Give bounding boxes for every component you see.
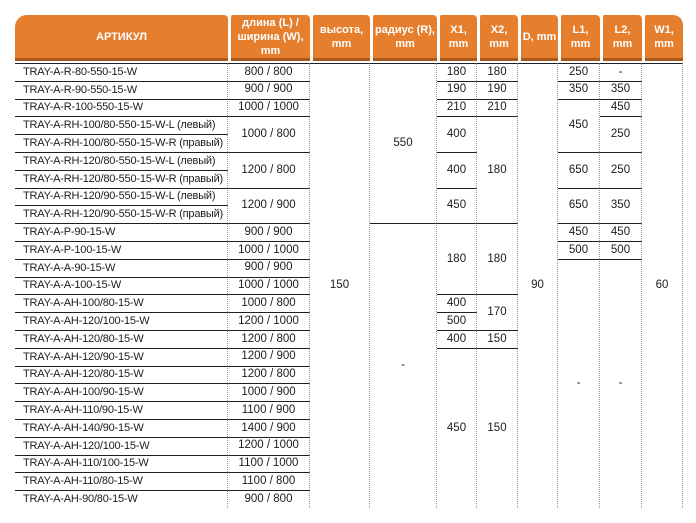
column-header-l2: L2, mm <box>600 15 642 63</box>
spec-table-body <box>15 63 683 508</box>
x2-cell: 180 <box>477 116 518 223</box>
size-cell: 1000 / 800 <box>228 116 310 152</box>
l1-cell: 500 <box>558 241 600 259</box>
x1-cell: 400 <box>437 330 477 348</box>
article-cell: TRAY-A-AH-120/90-15-W <box>15 348 228 366</box>
column-header-d: D, mm <box>518 15 558 63</box>
product-spec-table <box>15 15 683 508</box>
article-cell: TRAY-A-RH-120/80-550-15-W-R (правый) <box>15 170 228 188</box>
x2-cell: 190 <box>477 81 518 99</box>
article-cell: TRAY-A-R-80-550-15-W <box>15 63 228 81</box>
l2-cell: 350 <box>600 81 642 99</box>
article-cell: TRAY-A-AH-120/80-15-W <box>15 366 228 384</box>
article-cell: TRAY-A-AH-110/100-15-W <box>15 455 228 473</box>
column-header-size: длина (L) / ширина (W), mm <box>228 15 310 63</box>
l1-cell: - <box>558 259 600 508</box>
w1-cell: 60 <box>642 63 683 508</box>
size-cell: 900 / 800 <box>228 490 310 508</box>
article-cell: TRAY-A-RH-120/80-550-15-W-L (левый) <box>15 152 228 170</box>
size-cell: 1200 / 900 <box>228 348 310 366</box>
article-cell: TRAY-A-AH-100/80-15-W <box>15 294 228 312</box>
article-cell: TRAY-A-A-100-15-W <box>15 277 228 295</box>
size-cell: 1000 / 1000 <box>228 241 310 259</box>
x1-cell: 210 <box>437 99 477 117</box>
l2-cell: 500 <box>600 241 642 259</box>
x1-cell: 180 <box>437 223 477 294</box>
column-header-x2: X2, mm <box>477 15 518 63</box>
height-cell: 150 <box>310 63 370 508</box>
column-header-radius: радиус (R), mm <box>370 15 437 63</box>
article-cell: TRAY-A-AH-120/100-15-W <box>15 437 228 455</box>
size-cell: 1200 / 1000 <box>228 312 310 330</box>
size-cell: 900 / 900 <box>228 81 310 99</box>
article-cell: TRAY-A-AH-110/90-15-W <box>15 401 228 419</box>
size-cell: 1000 / 1000 <box>228 277 310 295</box>
radius-cell: 550 <box>370 63 437 223</box>
x1-cell: 500 <box>437 312 477 330</box>
article-cell: TRAY-A-AH-120/100-15-W <box>15 312 228 330</box>
column-header-x1: X1, mm <box>437 15 477 63</box>
d-cell: 90 <box>518 63 558 508</box>
x2-cell: 210 <box>477 99 518 117</box>
size-cell: 1100 / 1000 <box>228 455 310 473</box>
size-cell: 1000 / 900 <box>228 383 310 401</box>
x1-cell: 450 <box>437 188 477 224</box>
size-cell: 1100 / 800 <box>228 472 310 490</box>
column-header-l1: L1, mm <box>558 15 600 63</box>
l1-cell: 450 <box>558 99 600 152</box>
table-row <box>15 63 683 81</box>
size-cell: 1200 / 1000 <box>228 437 310 455</box>
x1-cell: 190 <box>437 81 477 99</box>
x1-cell: 400 <box>437 294 477 312</box>
article-cell: TRAY-A-AH-110/80-15-W <box>15 472 228 490</box>
article-cell: TRAY-A-RH-100/80-550-15-W-R (правый) <box>15 134 228 152</box>
l2-cell: 450 <box>600 223 642 241</box>
size-cell: 1200 / 800 <box>228 366 310 384</box>
article-cell: TRAY-A-R-100-550-15-W <box>15 99 228 117</box>
size-cell: 1200 / 900 <box>228 188 310 224</box>
x1-cell: 400 <box>437 152 477 188</box>
x2-cell: 180 <box>477 223 518 294</box>
size-cell: 900 / 900 <box>228 259 310 277</box>
article-cell: TRAY-A-A-90-15-W <box>15 259 228 277</box>
column-header-height: высота, mm <box>310 15 370 63</box>
l2-cell: - <box>600 63 642 81</box>
header-row <box>15 15 683 63</box>
x2-cell: 170 <box>477 294 518 330</box>
article-cell: TRAY-A-AH-90/80-15-W <box>15 490 228 508</box>
x1-cell: 180 <box>437 63 477 81</box>
article-cell: TRAY-A-P-100-15-W <box>15 241 228 259</box>
x2-cell: 150 <box>477 348 518 508</box>
spec-table-header <box>15 15 683 63</box>
x1-cell: 400 <box>437 116 477 152</box>
l1-cell: 650 <box>558 188 600 224</box>
x2-cell: 150 <box>477 330 518 348</box>
l2-cell: 350 <box>600 188 642 224</box>
article-cell: TRAY-A-AH-120/80-15-W <box>15 330 228 348</box>
x1-cell: 450 <box>437 348 477 508</box>
size-cell: 1000 / 1000 <box>228 99 310 117</box>
l1-cell: 450 <box>558 223 600 241</box>
article-cell: TRAY-A-RH-100/80-550-15-W-L (левый) <box>15 116 228 134</box>
article-cell: TRAY-A-AH-100/90-15-W <box>15 383 228 401</box>
size-cell: 1200 / 800 <box>228 330 310 348</box>
size-cell: 1000 / 800 <box>228 294 310 312</box>
size-cell: 800 / 800 <box>228 63 310 81</box>
l2-cell: 450 <box>600 99 642 117</box>
x2-cell: 180 <box>477 63 518 81</box>
column-header-article: АРТИКУЛ <box>15 15 228 63</box>
column-header-w1: W1, mm <box>642 15 683 63</box>
l2-cell: 250 <box>600 116 642 152</box>
radius-cell: - <box>370 223 437 508</box>
l1-cell: 250 <box>558 63 600 81</box>
size-cell: 1100 / 900 <box>228 401 310 419</box>
l2-cell: 250 <box>600 152 642 188</box>
size-cell: 1200 / 800 <box>228 152 310 188</box>
article-cell: TRAY-A-RH-120/90-550-15-W-R (правый) <box>15 205 228 223</box>
article-cell: TRAY-A-RH-120/90-550-15-W-L (левый) <box>15 188 228 206</box>
l1-cell: 650 <box>558 152 600 188</box>
l1-cell: 350 <box>558 81 600 99</box>
article-cell: TRAY-A-AH-140/90-15-W <box>15 419 228 437</box>
size-cell: 1400 / 900 <box>228 419 310 437</box>
article-cell: TRAY-A-R-90-550-15-W <box>15 81 228 99</box>
article-cell: TRAY-A-P-90-15-W <box>15 223 228 241</box>
size-cell: 900 / 900 <box>228 223 310 241</box>
l2-cell: - <box>600 259 642 508</box>
